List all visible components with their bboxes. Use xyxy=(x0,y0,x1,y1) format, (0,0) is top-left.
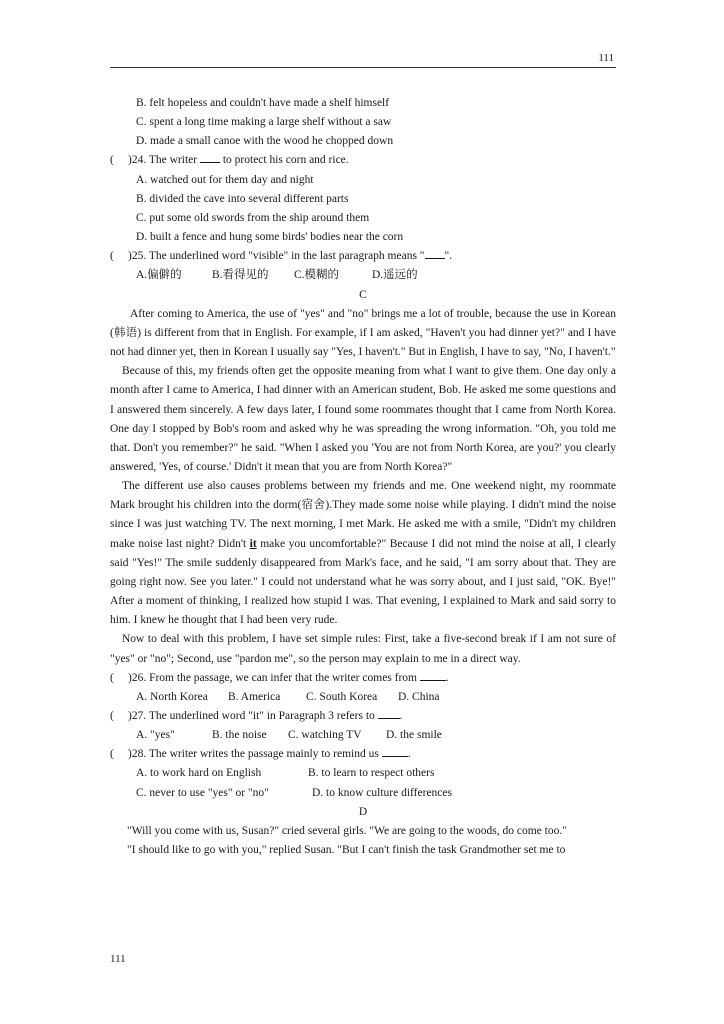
answer-bracket: ( xyxy=(110,250,114,263)
page-number-top: 111 xyxy=(598,52,614,64)
passage-c-paragraph-1: After coming to America, the use of "yes" and "no" brings me a lot of trouble, because the use in Korean (韩语) is different from that in English. For example, if I am asked, "Haven't you had dinner yet?" and I have not had dinner yet, then in Korean I usually say "Yes, I haven't." But in English, I have to say, "No, I haven't." xyxy=(110,307,616,359)
q28-stem-end: . xyxy=(407,748,411,761)
q26-stem xyxy=(110,669,616,688)
q24-option-c: C. put some old swords from the ship around them xyxy=(136,211,370,224)
q25-option-c: C.模糊的 xyxy=(294,269,340,282)
answer-blank xyxy=(420,670,446,681)
section-d-heading: D xyxy=(358,805,368,818)
answer-bracket: ( xyxy=(110,671,114,684)
q28-option-d: D. to know culture differences xyxy=(312,786,452,799)
q28-option-c: C. never to use "yes" or "no" xyxy=(136,786,269,799)
q28-options-row-1 xyxy=(110,764,616,783)
answer-bracket: ( xyxy=(110,748,114,761)
q24-option-d: D. built a fence and hung some birds' bodies near the corn xyxy=(136,231,404,244)
answer-blank xyxy=(425,248,445,259)
section-c-heading: C xyxy=(359,288,367,301)
answer-bracket: ( xyxy=(110,710,114,722)
q24-stem-start: )24. The writer xyxy=(128,154,198,167)
q28-stem-start: )28. The writer writes the passage mainly to remind us xyxy=(128,748,379,761)
q26-stem-start: )26. From the passage, we can infer that the writer comes from xyxy=(128,671,417,684)
q26-option-c: C. South Korea xyxy=(306,690,378,703)
passage-d-line-2: "I should like to go with you," replied Susan. "But I can't finish the task Grandmother set me to xyxy=(127,844,566,857)
q27-stem-end: . xyxy=(399,710,403,722)
q24-option-b: B. divided the cave into several different parts xyxy=(136,192,349,205)
paragraph-3-end: make you uncomfortable?" Because I did not mind the noise at all, I clearly said "Yes!" The smile suddenly disappeared from Mark's face, and he said, "I am sorry about that. They are going right now. See you later." I could not understand what he was sorry about, and I just said, "OK. Bye!" After a moment of thinking, I realized how stupid I was. That evening, I explained to Mark and said sorry to him. I knew he thought that I had been very rude. xyxy=(110,537,616,627)
q24-stem-end: to protect his corn and rice. xyxy=(222,154,349,167)
answer-blank xyxy=(378,708,400,719)
passage-c-paragraph-4: Now to deal with this problem, I have set simple rules: First, take a five-second break if I am not sure of "yes" or "no"; Second, use "pardon me", so the person may explain to me in a direct way. xyxy=(110,633,616,665)
q27-option-a: A. "yes" xyxy=(136,729,175,742)
passage-c-paragraph-3 xyxy=(110,477,616,630)
q25-stem-start: )25. The underlined word "visible" in the last paragraph means " xyxy=(128,250,425,263)
paragraph-3-start: The different use also causes problems between my friends and me. One weekend night, my roommate Mark brought his children into the dorm(宿舍).They made some noise while playing. I didn't mind the noise since I was just watching TV. The next morning, I met Mark. He asked me with a smile, "Didn't my children make noise last night? Didn't xyxy=(110,480,616,550)
q27-option-d: D. the smile xyxy=(386,729,442,742)
underlined-word-it: it xyxy=(249,537,257,550)
q27-stem xyxy=(110,707,616,726)
q26-stem-end: . xyxy=(445,671,449,684)
q26-option-d: D. China xyxy=(398,690,440,703)
page-number-bottom: 111 xyxy=(110,953,126,965)
answer-blank xyxy=(382,746,408,757)
answer-bracket: ( xyxy=(110,154,114,167)
q25-stem xyxy=(110,247,616,266)
passage-c-paragraph-2: Because of this, my friends often get the opposite meaning from what I want to give them. One day only a month after I came to America, I had dinner with an American student, Bob. He asked me some questions and I answered them sincerely. A few days later, I found some roommates thought that I came from North Korea. One day I stopped by Bob's room and asked why he was spreading the wrong information. "Oh, you told me that. Don't you remember?" he said. "When I asked you 'You are not from North Korea, are you?' you clearly answered, 'Yes, of course.' Didn't it mean that you are from North Korea?" xyxy=(110,365,616,473)
q25-option-a: A.偏僻的 xyxy=(136,269,182,282)
q28-option-b: B. to learn to respect others xyxy=(308,767,435,780)
q27-stem-start: )27. The underlined word "it" in Paragraph 3 refers to xyxy=(128,710,375,722)
q27-option-b: B. the noise xyxy=(212,729,267,742)
q28-stem xyxy=(110,745,616,764)
q24-option-a: A. watched out for them day and night xyxy=(136,173,314,186)
q27-option-c: C. watching TV xyxy=(288,729,362,742)
q23-option-c: C. spent a long time making a large shelf without a saw xyxy=(136,116,392,129)
q28-option-a: A. to work hard on English xyxy=(136,767,262,780)
q27-options xyxy=(110,726,616,745)
q26-option-a: A. North Korea xyxy=(136,690,208,703)
passage-d-line-1: "Will you come with us, Susan?" cried several girls. "We are going to the woods, do come too." xyxy=(127,824,567,837)
q26-options xyxy=(110,688,616,707)
q26-option-b: B. America xyxy=(228,690,281,703)
header-rule xyxy=(110,67,616,68)
q23-option-d: D. made a small canoe with the wood he chopped down xyxy=(136,135,394,148)
q25-option-d: D.遥远的 xyxy=(372,269,418,282)
q23-option-b: B. felt hopeless and couldn't have made a shelf himself xyxy=(136,97,390,109)
q24-stem xyxy=(110,151,616,170)
q25-options xyxy=(110,266,616,285)
q25-option-b: B.看得见的 xyxy=(212,269,269,282)
answer-blank xyxy=(200,152,220,163)
page-content xyxy=(110,94,616,860)
q28-options-row-2 xyxy=(110,784,616,803)
q25-stem-end: ". xyxy=(444,250,453,263)
